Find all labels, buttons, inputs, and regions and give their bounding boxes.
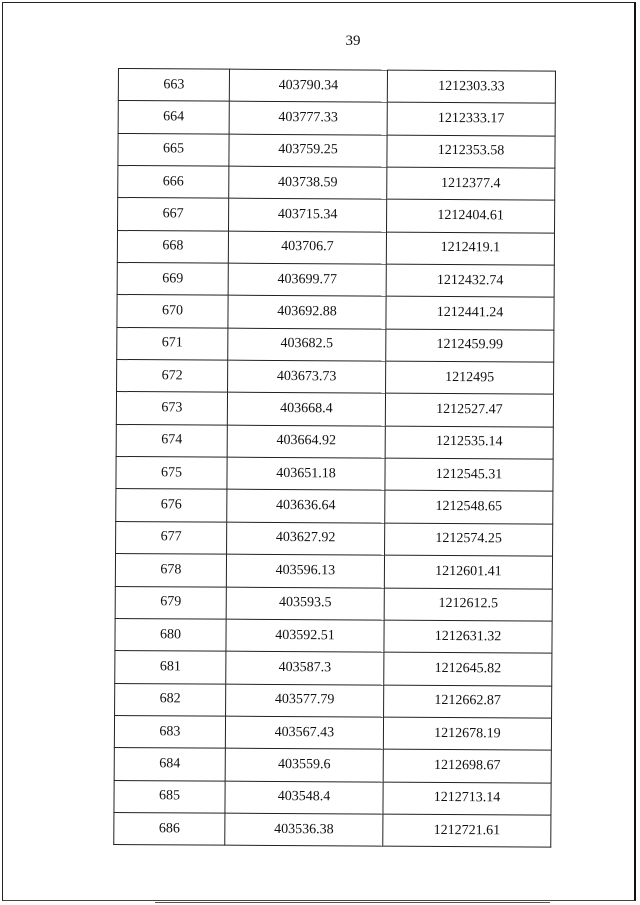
y-coordinate-cell: 1212721.61 (383, 814, 551, 847)
y-coordinate-cell: 1212548.65 (385, 491, 553, 524)
y-coordinate-cell: 1212377.4 (387, 167, 555, 200)
x-coordinate-cell: 403777.33 (229, 102, 387, 135)
table-row (118, 133, 555, 168)
table-row (118, 198, 555, 233)
y-coordinate-cell: 1212353.58 (387, 135, 555, 168)
y-coordinate-cell: 1212441.24 (386, 297, 554, 330)
point-number-cell: 686 (114, 812, 225, 845)
table-row (116, 424, 553, 459)
table-row (115, 651, 552, 686)
y-coordinate-cell: 1212535.14 (385, 426, 553, 459)
y-coordinate-cell: 1212333.17 (387, 102, 555, 135)
x-coordinate-cell: 403664.92 (227, 425, 385, 458)
y-coordinate-cell: 1212574.25 (385, 523, 553, 556)
y-coordinate-cell: 1212678.19 (383, 717, 551, 750)
x-coordinate-cell: 403692.88 (228, 296, 386, 329)
table-row (117, 327, 554, 362)
point-number-cell: 664 (118, 101, 229, 134)
point-number-cell: 670 (117, 295, 228, 328)
point-number-cell: 685 (114, 780, 225, 813)
x-coordinate-cell: 403715.34 (229, 199, 387, 232)
point-number-cell: 674 (116, 424, 227, 457)
y-coordinate-cell: 1212698.67 (383, 749, 551, 782)
x-coordinate-cell: 403587.3 (226, 651, 384, 684)
table-row (114, 780, 551, 815)
y-coordinate-cell: 1212601.41 (384, 555, 552, 588)
point-number-cell: 678 (115, 554, 226, 587)
table-row (116, 457, 553, 492)
y-coordinate-cell: 1212404.61 (387, 200, 555, 233)
point-number-cell: 663 (118, 69, 229, 102)
point-number-cell: 665 (118, 133, 229, 166)
y-coordinate-cell: 1212713.14 (383, 782, 551, 815)
x-coordinate-cell: 403559.6 (225, 748, 383, 781)
x-coordinate-cell: 403596.13 (226, 554, 384, 587)
table-row (116, 521, 553, 556)
table-row (117, 295, 554, 330)
x-coordinate-cell: 403759.25 (229, 134, 387, 167)
point-number-cell: 683 (114, 715, 225, 748)
table-row (118, 166, 555, 201)
y-coordinate-cell: 1212631.32 (384, 620, 552, 653)
table-row (117, 263, 554, 298)
bottom-edge-line (155, 902, 550, 903)
x-coordinate-cell: 403738.59 (229, 166, 387, 199)
y-coordinate-cell: 1212459.99 (386, 329, 554, 362)
page-number: 39 (345, 33, 361, 49)
point-number-cell: 672 (117, 360, 228, 393)
point-number-cell: 684 (114, 748, 225, 781)
x-coordinate-cell: 403593.5 (226, 587, 384, 620)
table-row (115, 586, 552, 621)
point-number-cell: 673 (116, 392, 227, 425)
table-row (115, 554, 552, 589)
x-coordinate-cell: 403592.51 (226, 619, 384, 652)
y-coordinate-cell: 1212495 (386, 361, 554, 394)
x-coordinate-cell: 403699.77 (228, 263, 386, 296)
x-coordinate-cell: 403536.38 (225, 813, 383, 846)
table-body (114, 69, 556, 848)
table-row (118, 69, 555, 104)
x-coordinate-cell: 403673.73 (228, 360, 386, 393)
y-coordinate-cell: 1212303.33 (387, 70, 555, 103)
point-number-cell: 682 (115, 683, 226, 716)
table-row (114, 812, 551, 847)
table-row (116, 392, 553, 427)
table-row (118, 101, 555, 136)
table-row (115, 683, 552, 718)
point-number-cell: 667 (118, 198, 229, 231)
table-row (117, 230, 554, 265)
point-number-cell: 677 (116, 521, 227, 554)
y-coordinate-cell: 1212432.74 (386, 264, 554, 297)
y-coordinate-cell: 1212612.5 (384, 588, 552, 621)
x-coordinate-cell: 403548.4 (225, 781, 383, 814)
table-row (115, 618, 552, 653)
x-coordinate-cell: 403668.4 (227, 393, 385, 426)
point-number-cell: 666 (118, 166, 229, 199)
point-number-cell: 679 (115, 586, 226, 619)
point-number-cell: 676 (116, 489, 227, 522)
point-number-cell: 668 (117, 230, 228, 263)
point-number-cell: 671 (117, 327, 228, 360)
x-coordinate-cell: 403651.18 (227, 457, 385, 490)
x-coordinate-cell: 403636.64 (227, 490, 385, 523)
x-coordinate-cell: 403706.7 (228, 231, 386, 264)
y-coordinate-cell: 1212662.87 (384, 685, 552, 718)
x-coordinate-cell: 403567.43 (225, 716, 383, 749)
table-row (114, 715, 551, 750)
x-coordinate-cell: 403790.34 (229, 69, 387, 102)
table-row (114, 748, 551, 783)
x-coordinate-cell: 403682.5 (228, 328, 386, 361)
point-number-cell: 680 (115, 618, 226, 651)
y-coordinate-cell: 1212645.82 (384, 652, 552, 685)
point-number-cell: 675 (116, 457, 227, 490)
table-row (116, 489, 553, 524)
point-number-cell: 681 (115, 651, 226, 684)
coordinate-table (113, 68, 556, 848)
x-coordinate-cell: 403577.79 (226, 684, 384, 717)
y-coordinate-cell: 1212545.31 (385, 458, 553, 491)
y-coordinate-cell: 1212527.47 (385, 394, 553, 427)
y-coordinate-cell: 1212419.1 (386, 232, 554, 265)
point-number-cell: 669 (117, 263, 228, 296)
table-row (117, 360, 554, 395)
x-coordinate-cell: 403627.92 (227, 522, 385, 555)
